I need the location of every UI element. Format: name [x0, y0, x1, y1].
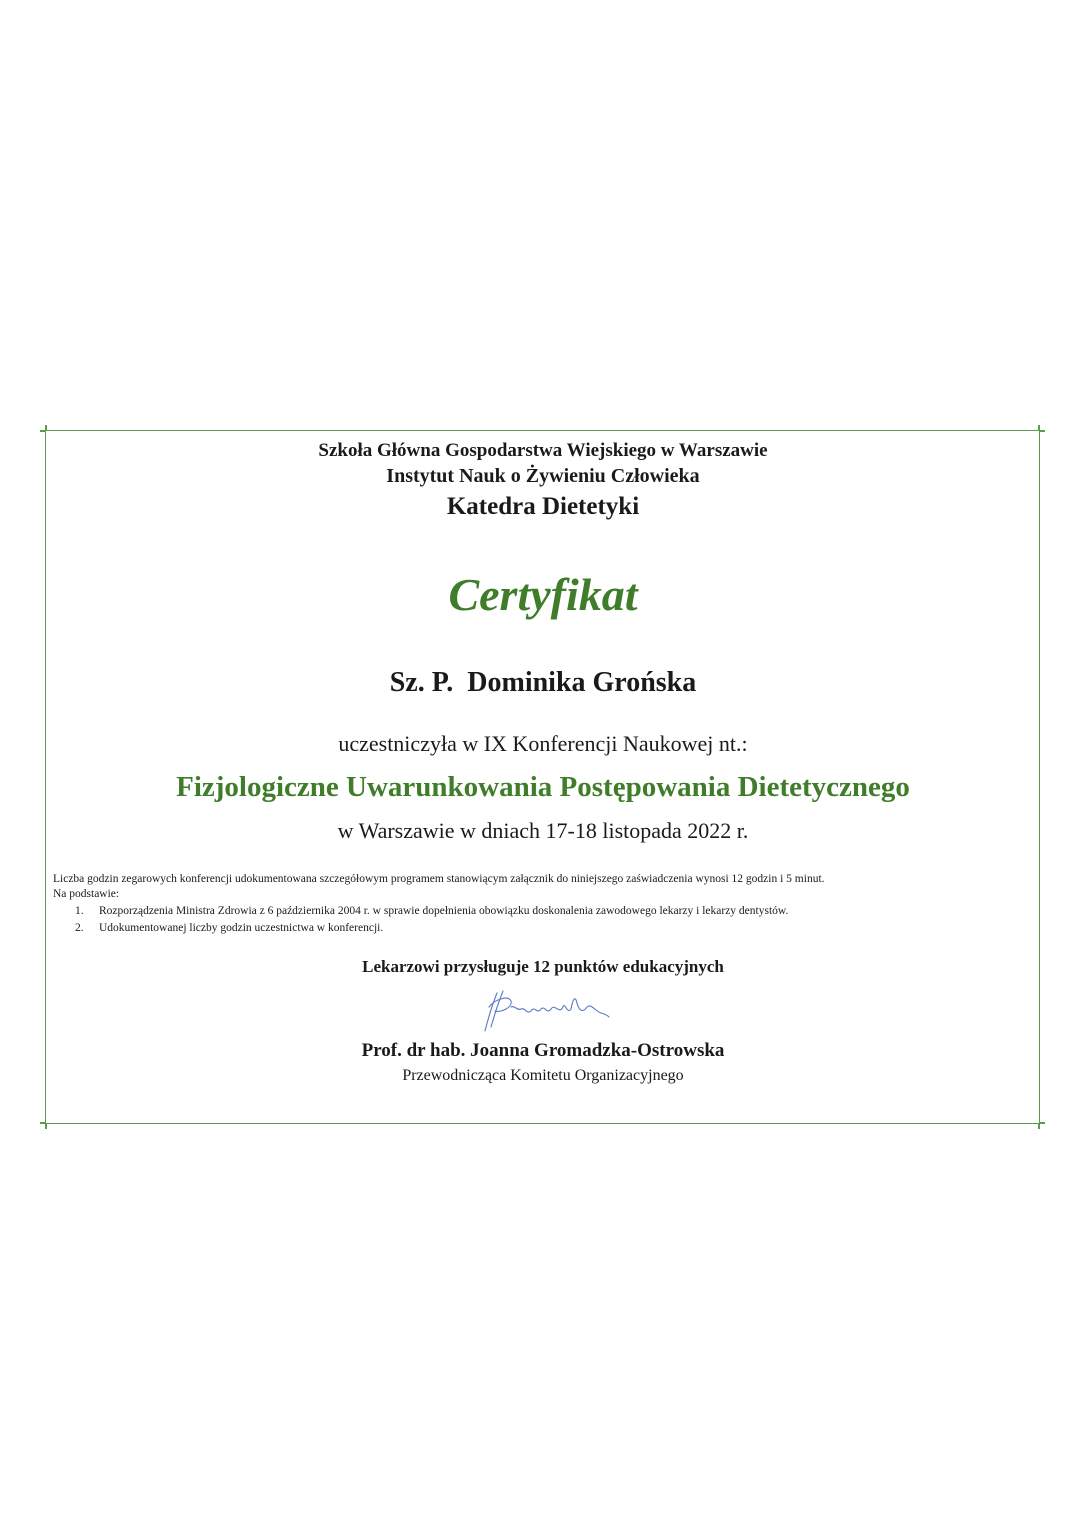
basis-label: Na podstawie:	[53, 888, 120, 900]
institute-name: Instytut Nauk o Żywieniu Człowieka	[386, 465, 700, 487]
frame-corner-mark	[1039, 1122, 1045, 1124]
details-block	[53, 872, 1033, 936]
list-item-text: Rozporządzenia Ministra Zdrowia z 6 października 2004 r. w sprawie dopełnienia obowiązku doskonalenia zawodowego lekarzy i lekarzy dentystów.	[99, 905, 789, 917]
certificate-title: Certyfikat	[448, 569, 638, 620]
handwritten-signature	[475, 985, 615, 1035]
list-item-number: 1.	[75, 905, 84, 917]
list-item-text: Udokumentowanej liczby godzin uczestnictwa w konferencji.	[99, 922, 384, 934]
university-name: Szkoła Główna Gospodarstwa Wiejskiego w Warszawie	[318, 440, 768, 461]
basis-list	[53, 904, 1033, 936]
list-item	[53, 921, 1033, 936]
hours-text: Liczba godzin zegarowych konferencji udokumentowana szczegółowym programem stanowiącym załącznik do niniejszego zaświadczenia wynosi 12 godzin i 5 minut.	[53, 873, 825, 885]
department-name: Katedra Dietetyki	[446, 493, 640, 520]
conference-name: Fizjologiczne Uwarunkowania Postępowania Dietetycznego	[176, 771, 910, 803]
education-points: Lekarzowi przysługuje 12 punktów edukacyjnych	[362, 957, 724, 976]
list-item	[53, 904, 1033, 919]
frame-corner-mark	[1039, 430, 1045, 432]
signatory-role: Przewodnicząca Komitetu Organizacyjnego	[402, 1067, 684, 1084]
frame-corner-mark	[45, 1123, 47, 1129]
frame-corner-mark	[1038, 1123, 1040, 1129]
signatory-name: Prof. dr hab. Joanna Gromadzka-Ostrowska	[361, 1040, 725, 1061]
frame-corner-mark	[45, 425, 47, 431]
participation-text: uczestniczyła w IX Konferencji Naukowej nt.:	[338, 731, 748, 756]
recipient-name: Sz. P. Dominika Grońska	[389, 667, 697, 698]
list-item-number: 2.	[75, 922, 84, 934]
frame-corner-mark	[1038, 425, 1040, 431]
place-date: w Warszawie w dniach 17-18 listopada 2022 r.	[337, 818, 749, 843]
